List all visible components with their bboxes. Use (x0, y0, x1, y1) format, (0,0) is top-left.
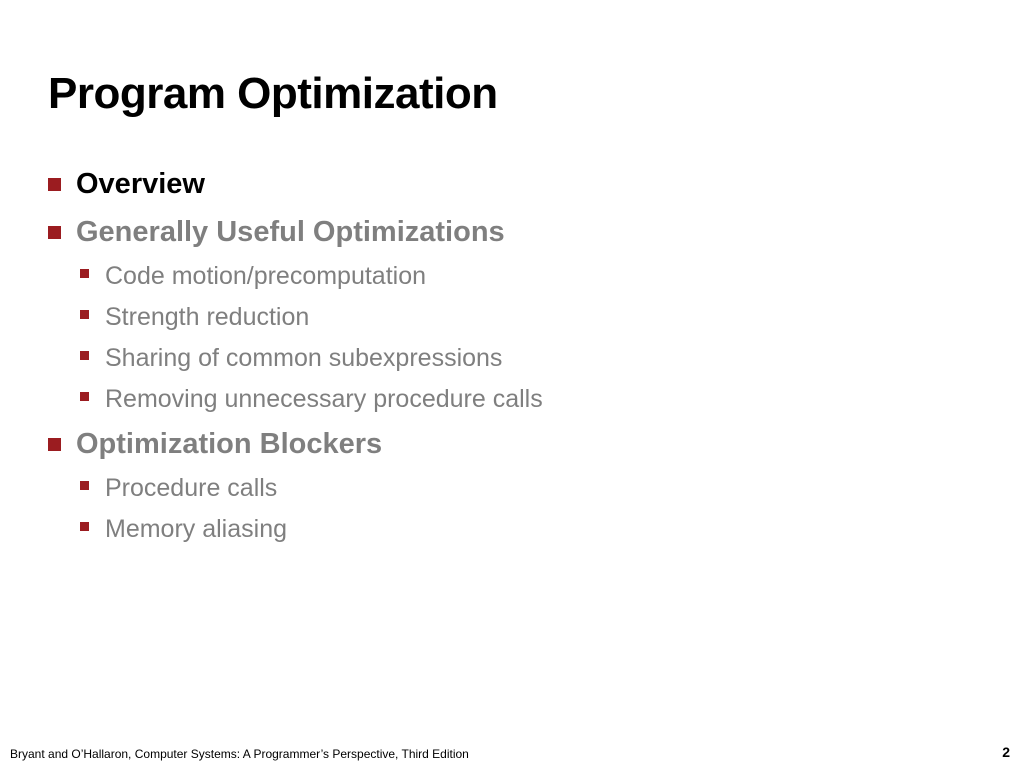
page-number: 2 (1002, 744, 1010, 760)
square-bullet-icon (48, 438, 61, 451)
square-bullet-icon (48, 178, 61, 191)
square-bullet-icon (80, 392, 89, 401)
sub-bullet-text: Removing unnecessary procedure calls (105, 385, 543, 413)
sub-bullet-item (48, 379, 988, 420)
square-bullet-icon (80, 310, 89, 319)
square-bullet-icon (48, 226, 61, 239)
bullet-item-generally-useful-optimizations (48, 208, 988, 256)
square-bullet-icon (80, 351, 89, 360)
sub-bullet-item (48, 468, 988, 509)
bullet-text: Overview (76, 167, 205, 200)
sub-bullet-text: Procedure calls (105, 474, 278, 502)
slide-title: Program Optimization (48, 69, 498, 118)
footer-citation: Bryant and O’Hallaron, Computer Systems: A Programmer’s Perspective, Third Edition (10, 747, 469, 761)
square-bullet-icon (80, 269, 89, 278)
sub-bullet-item (48, 509, 988, 550)
square-bullet-icon (80, 481, 89, 490)
sub-bullet-item (48, 297, 988, 338)
sub-bullet-item (48, 256, 988, 297)
bullet-list (48, 160, 988, 550)
sub-bullet-text: Memory aliasing (105, 515, 288, 543)
bullet-item-overview (48, 160, 988, 208)
bullet-text: Optimization Blockers (76, 427, 383, 460)
bullet-item-optimization-blockers (48, 420, 988, 468)
square-bullet-icon (80, 522, 89, 531)
sub-bullet-text: Code motion/precomputation (105, 262, 427, 290)
sub-bullet-text: Sharing of common subexpressions (105, 344, 503, 372)
sub-bullet-text: Strength reduction (105, 303, 310, 331)
sub-bullet-item (48, 338, 988, 379)
bullet-text: Generally Useful Optimizations (76, 215, 505, 248)
